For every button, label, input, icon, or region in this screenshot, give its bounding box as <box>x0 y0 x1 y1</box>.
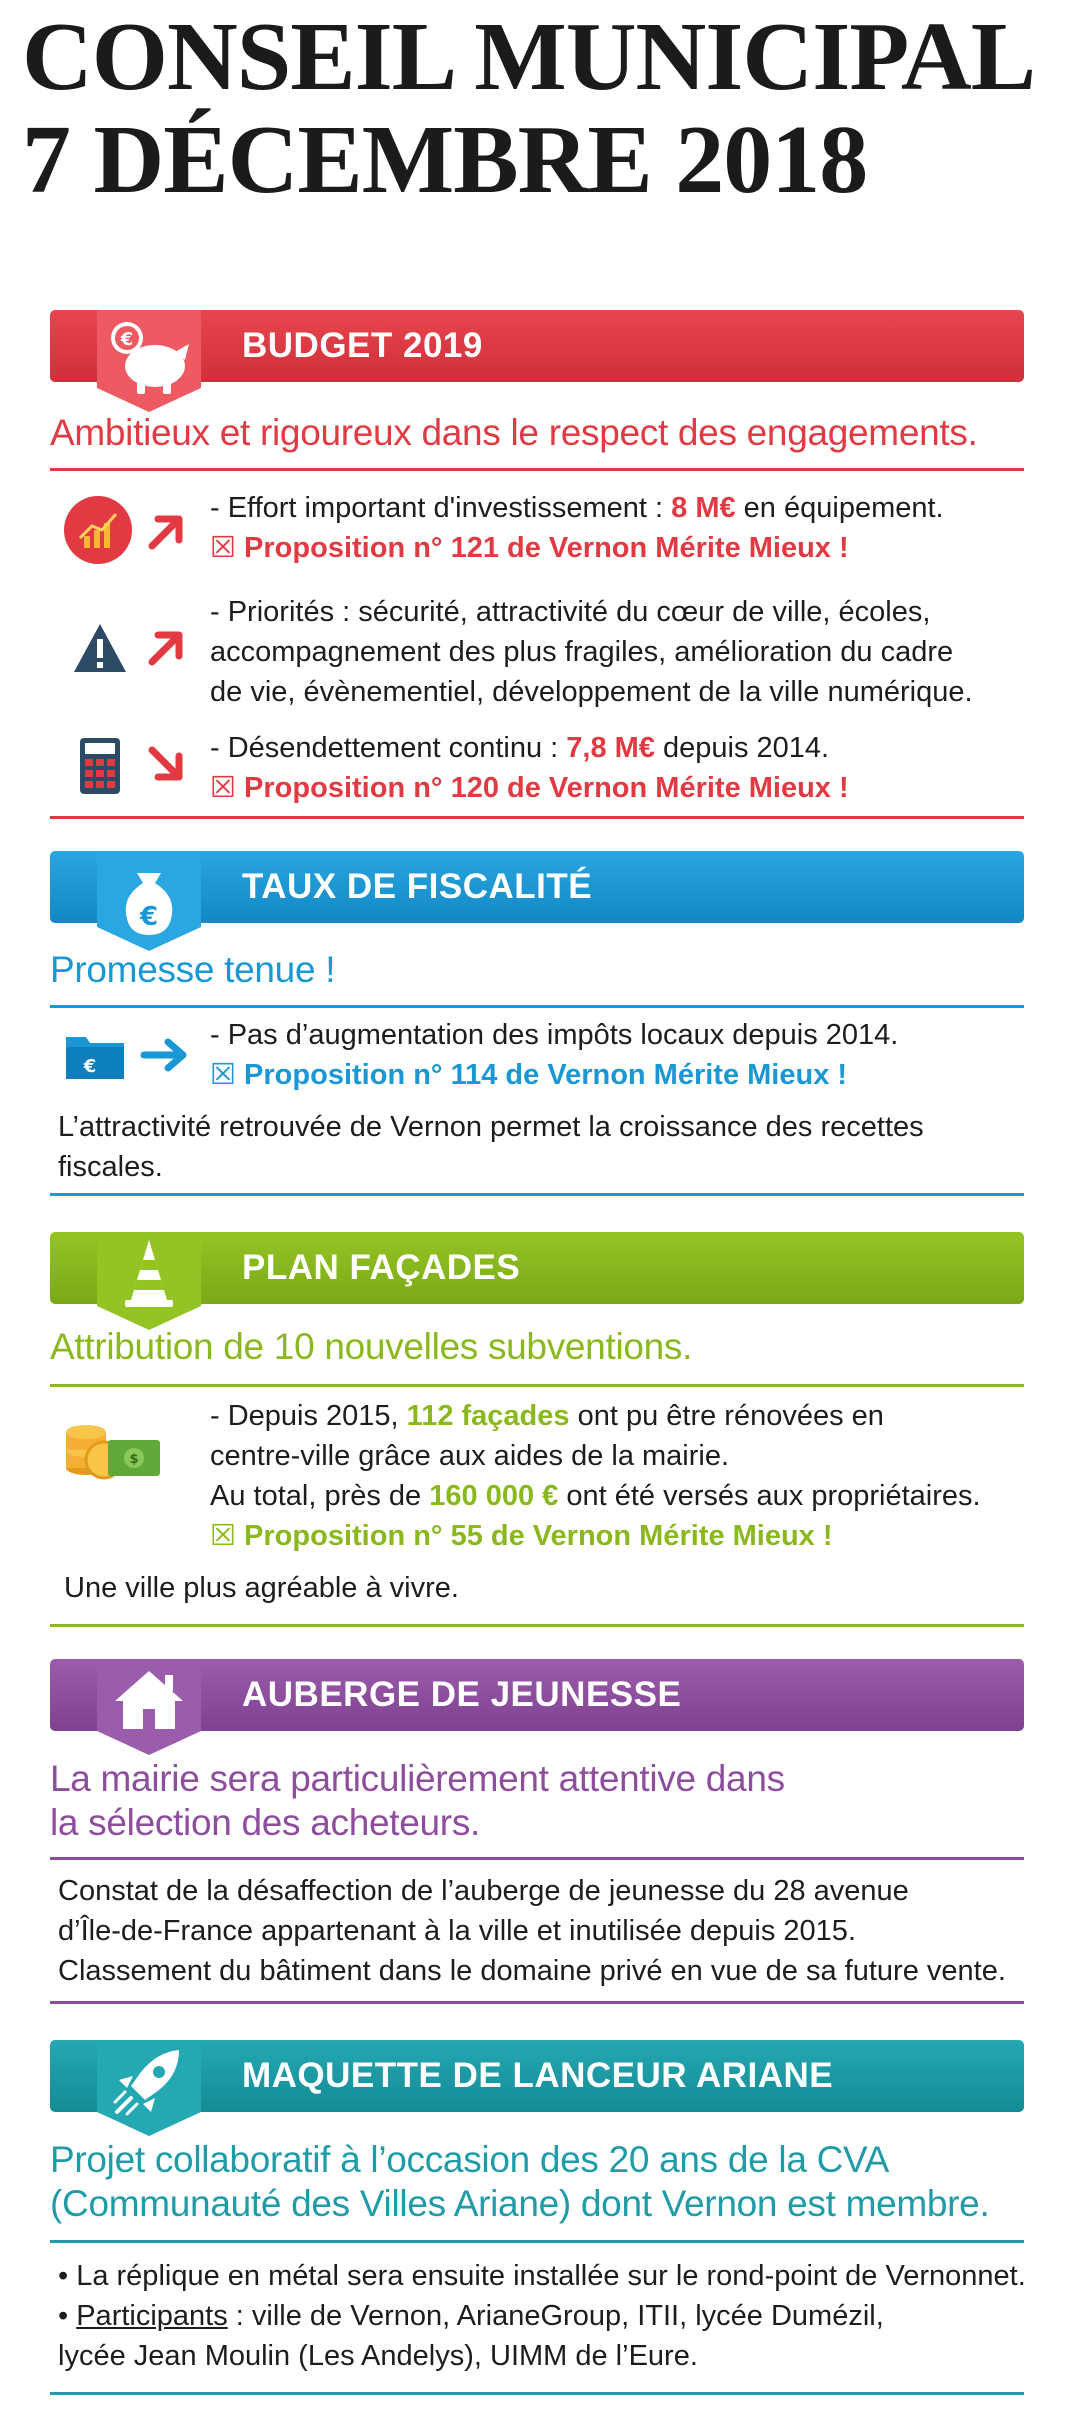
budget-bottom-divider <box>50 816 1024 819</box>
investment-text: - Effort important d'investissement : 8 M€ en équipement. ☒ Proposition n° 121 de Vernon Mérite Mieux ! <box>210 488 944 568</box>
section-budget <box>50 310 1024 820</box>
piggy-bank-icon <box>97 310 201 412</box>
budget-heading: BUDGET 2019 <box>242 326 483 365</box>
euro-folder-icon <box>64 1029 126 1081</box>
investment-value: 8 M€ <box>671 492 736 524</box>
title-line-1: CONSEIL MUNICIPAL <box>22 3 1036 111</box>
list-item <box>50 1396 1024 1560</box>
svg-text:€: € <box>120 329 134 350</box>
fiscalite-heading: TAUX DE FISCALITÉ <box>242 867 593 906</box>
list-item <box>50 488 1024 572</box>
ariane-note: • La réplique en métal sera ensuite installée sur le rond-point de Vernonnet. • Participants : ville de Vernon, ArianeGroup, ITII, lycée Dumézil, lycée Jean Moulin (Les Andelys), UIMM de l’Eure. <box>58 2260 1026 2372</box>
list-item <box>50 592 1024 712</box>
budget-divider <box>50 468 1024 471</box>
rocket-icon <box>97 2040 201 2136</box>
facades-text: - Depuis 2015, 112 façades ont pu être rénovées en centre-ville grâce aux aides de la mairie. Au total, près de 160 000 € ont été versés aux propriétaires. ☒ Proposition n° 55 de Vernon Mérite Mieux ! <box>210 1396 981 1556</box>
fiscalite-bottom-divider <box>50 1193 1024 1196</box>
arrow-right-icon <box>140 1037 190 1073</box>
svg-text:$: $ <box>129 1452 139 1467</box>
house-icon <box>97 1659 201 1755</box>
priorities-text: - Priorités : sécurité, attractivité du cœur de ville, écoles, accompagnement des plus fragiles, amélioration du cadre de vie, évènementiel, développement de la ville numérique. <box>210 596 973 708</box>
facades-bottom-divider <box>50 1624 1024 1627</box>
section-ariane <box>50 2040 1024 2400</box>
section-auberge <box>50 1659 1024 2009</box>
proposal-55: ☒ Proposition n° 55 de Vernon Mérite Mieux ! <box>210 1520 833 1552</box>
section-facades <box>50 1232 1024 1632</box>
svg-text:€: € <box>83 1056 97 1077</box>
calculator-icon <box>80 738 120 794</box>
tax-text: - Pas d’augmentation des impôts locaux depuis 2014. ☒ Proposition n° 114 de Vernon Mérite Mieux ! <box>210 1015 898 1095</box>
facades-heading: PLAN FAÇADES <box>242 1248 521 1287</box>
proposal-121: ☒ Proposition n° 121 de Vernon Mérite Mieux ! <box>210 532 849 564</box>
ariane-subtitle: Projet collaboratif à l’occasion des 20 ans de la CVA (Communauté des Villes Ariane) dont Vernon est membre. <box>50 2139 990 2224</box>
ariane-divider <box>50 2240 1024 2243</box>
fiscalite-note: L’attractivité retrouvée de Vernon permet la croissance des recettes fiscales. <box>58 1111 924 1183</box>
svg-text:€: € <box>139 902 159 932</box>
list-item <box>50 1015 1024 1099</box>
checkbox-icon: ☒ <box>210 532 236 564</box>
checkbox-icon: ☒ <box>210 772 236 804</box>
facades-divider <box>50 1384 1024 1387</box>
fiscalite-divider <box>50 1005 1024 1008</box>
ariane-bottom-divider <box>50 2392 1024 2395</box>
fiscalite-subtitle: Promesse tenue ! <box>50 949 336 990</box>
debt-value: 7,8 M€ <box>566 732 655 764</box>
title-line-2: 7 DÉCEMBRE 2018 <box>22 106 868 214</box>
auberge-subtitle: La mairie sera particulièrement attentive dans la sélection des acheteurs. <box>50 1758 785 1843</box>
auberge-divider <box>50 1857 1024 1860</box>
arrow-up-right-icon <box>146 628 186 668</box>
section-fiscalite <box>50 851 1024 1201</box>
arrow-down-right-icon <box>146 744 186 784</box>
growth-chart-icon <box>64 496 132 564</box>
checkbox-icon: ☒ <box>210 1059 236 1091</box>
list-item <box>50 728 1024 812</box>
facades-count: 112 façades <box>406 1400 570 1432</box>
facades-note: Une ville plus agréable à vivre. <box>64 1572 459 1604</box>
arrow-up-right-icon <box>146 512 186 552</box>
money-bag-icon <box>97 851 201 951</box>
auberge-bottom-divider <box>50 2001 1024 2004</box>
auberge-heading: AUBERGE DE JEUNESSE <box>242 1675 682 1714</box>
checkbox-icon: ☒ <box>210 1520 236 1552</box>
participants-label: Participants <box>76 2300 228 2332</box>
page-title <box>22 3 1036 214</box>
warning-icon <box>72 622 128 674</box>
proposal-120: ☒ Proposition n° 120 de Vernon Mérite Mieux ! <box>210 772 849 804</box>
facades-amount: 160 000 € <box>429 1480 559 1512</box>
debt-text: - Désendettement continu : 7,8 M€ depuis 2014. ☒ Proposition n° 120 de Vernon Mérite Mieux ! <box>210 728 849 808</box>
proposal-114: ☒ Proposition n° 114 de Vernon Mérite Mieux ! <box>210 1059 848 1091</box>
ariane-heading: MAQUETTE DE LANCEUR ARIANE <box>242 2056 834 2095</box>
budget-subtitle: Ambitieux et rigoureux dans le respect des engagements. <box>50 412 978 453</box>
auberge-note: Constat de la désaffection de l’auberge de jeunesse du 28 avenue d’Île-de-France appartenant à la ville et inutilisée depuis 2015. Classement du bâtiment dans le domaine privé en vue de sa future vente. <box>58 1875 1006 1987</box>
coins-money-icon <box>64 1412 162 1486</box>
traffic-cone-icon <box>97 1232 201 1330</box>
facades-subtitle: Attribution de 10 nouvelles subventions. <box>50 1326 693 1367</box>
